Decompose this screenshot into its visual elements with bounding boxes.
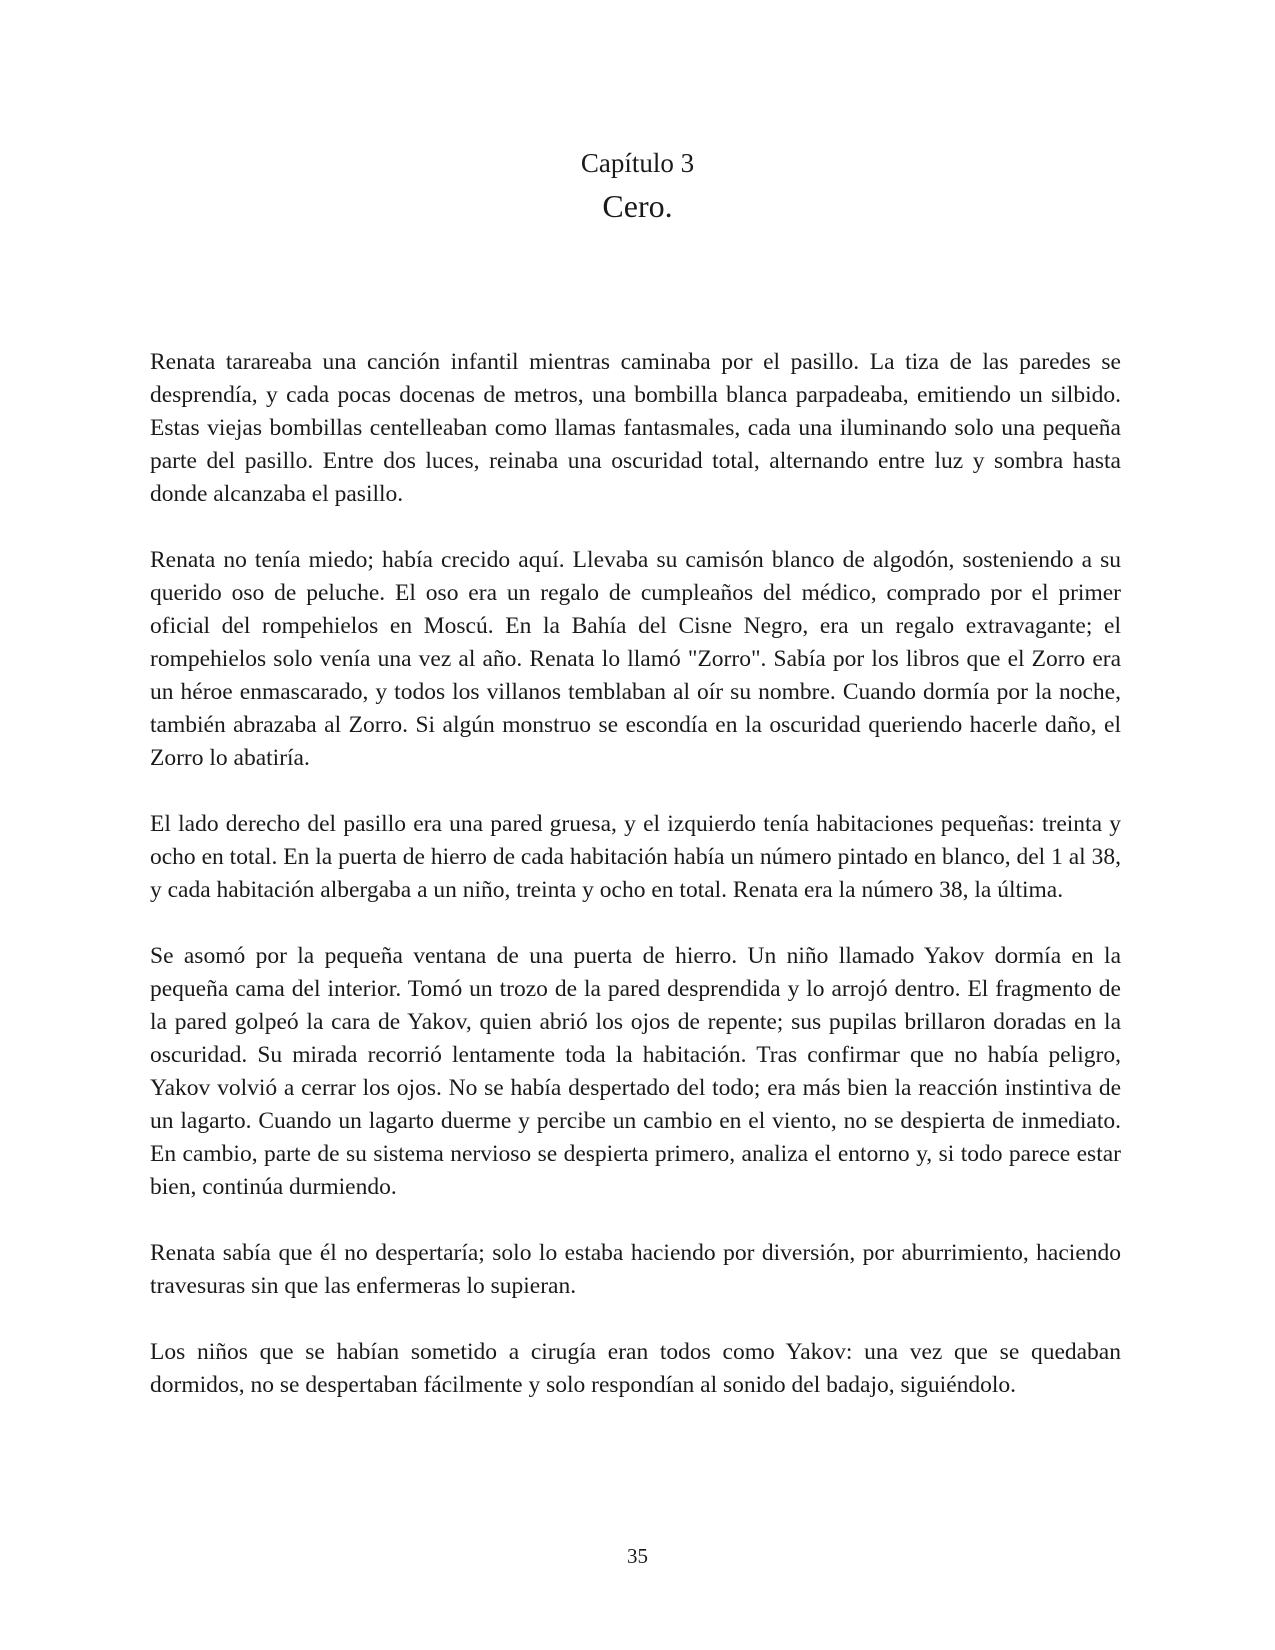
chapter-label: Capítulo 3 [580,148,695,178]
chapter-title: Cero. [602,188,673,224]
paragraph: Renata tarareaba una canción infantil mientras caminaba por el pasillo. La tiza de las paredes se desprendía, y cada pocas docenas de metros, una bombilla blanca parpadeaba, emitiendo un silbido. Estas viejas bombillas centelleaban como llamas fantasmales, cada una iluminando solo una pequeña parte del pasillo. Entre dos luces, reinaba una oscuridad total, alternando entre luz y sombra hasta donde alcanzaba el pasillo. [150,349,1121,507]
paragraph: Renata no tenía miedo; había crecido aquí. Llevaba su camisón blanco de algodón, sosteniendo a su querido oso de peluche. El oso era un regalo de cumpleaños del médico, comprado por el primer oficial del rompehielos en Moscú. En la Bahía del Cisne Negro, era un regalo extravagante; el rompehielos solo venía una vez al año. Renata lo llamó "Zorro". Sabía por los libros que el Zorro era un héroe enmascarado, y todos los villanos temblaban al oír su nombre. Cuando dormía por la noche, también abrazaba al Zorro. Si algún monstruo se escondía en la oscuridad queriendo hacerle daño, el Zorro lo abatiría. [150,547,1121,771]
chapter-body [150,346,1121,1435]
paragraph: El lado derecho del pasillo era una pared gruesa, y el izquierdo tenía habitaciones pequeñas: treinta y ocho en total. En la puerta de hierro de cada habitación había un número pintado en blanco, del 1 al 38, y cada habitación albergaba a un niño, treinta y ocho en total. Renata era la número 38, la última. [150,811,1121,903]
paragraph: Renata sabía que él no despertaría; solo lo estaba haciendo por diversión, por aburrimiento, haciendo travesuras sin que las enfermeras lo supieran. [150,1240,1121,1299]
page-number: 35 [627,1544,648,1568]
paragraph: Se asomó por la pequeña ventana de una puerta de hierro. Un niño llamado Yakov dormía en la pequeña cama del interior. Tomó un trozo de la pared desprendida y lo arrojó dentro. El fragmento de la pared golpeó la cara de Yakov, quien abrió los ojos de repente; sus pupilas brillaron doradas en la oscuridad. Su mirada recorrió lentamente toda la habitación. Tras confirmar que no había peligro, Yakov volvió a cerrar los ojos. No se había despertado del todo; era más bien la reacción instintiva de un lagarto. Cuando un lagarto duerme y percibe un cambio en el viento, no se despierta de inmediato. En cambio, parte de su sistema nervioso se despierta primero, analiza el entorno y, si todo parece estar bien, continúa durmiendo. [150,943,1121,1200]
paragraph: Los niños que se habían sometido a cirugía eran todos como Yakov: una vez que se quedaban dormidos, no se despertaban fácilmente y solo respondían al sonido del badajo, siguiéndolo. [150,1339,1121,1398]
